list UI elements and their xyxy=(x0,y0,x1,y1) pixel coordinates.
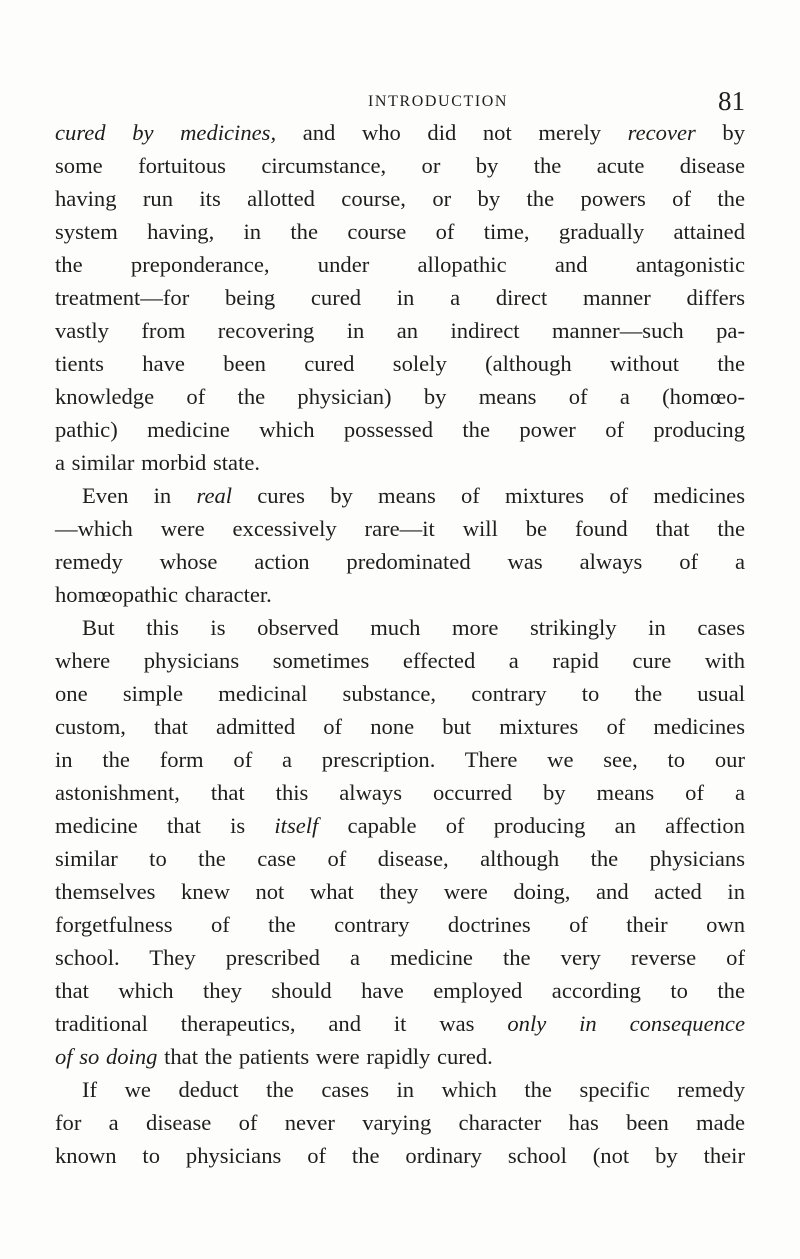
text-segment: But this is observed much more strikingly in cases xyxy=(82,615,745,641)
text-segment: by xyxy=(695,120,745,145)
text-line xyxy=(55,479,745,512)
text-segment: knowledge of the physician) by means of a (homœo- xyxy=(55,384,745,410)
text-line xyxy=(55,1040,745,1073)
text-line xyxy=(55,314,745,347)
text-segment: vastly from recovering in an indirect manner—such pa- xyxy=(55,318,745,344)
text-line xyxy=(55,908,745,941)
text-line xyxy=(55,644,745,677)
text-line xyxy=(55,743,745,776)
text-line xyxy=(55,413,745,446)
text-segment: one simple medicinal substance, contrary to the usual xyxy=(55,681,745,707)
text-line xyxy=(55,1139,745,1172)
text-segment: forgetfulness of the contrary doctrines of their own xyxy=(55,912,745,938)
body-text xyxy=(55,116,745,1173)
text-segment: a similar morbid state. xyxy=(55,450,261,476)
text-segment: for a disease of never varying character has been made xyxy=(55,1110,745,1136)
italic-text: of so doing xyxy=(55,1044,158,1070)
text-segment: Even in xyxy=(82,483,197,509)
text-line xyxy=(55,974,745,1007)
text-segment: known to physicians of the ordinary school (not by their xyxy=(55,1143,745,1169)
text-line xyxy=(55,1073,745,1106)
text-line xyxy=(55,380,745,413)
page-number: 81 xyxy=(718,86,745,116)
text-segment: that the patients were rapidly cured. xyxy=(157,1044,493,1070)
italic-text: recover xyxy=(627,120,696,145)
text-segment: in the form of a prescription. There we see, to our xyxy=(55,747,745,773)
text-segment: astonishment, that this always occurred by means of a xyxy=(55,780,745,806)
italic-text: itself xyxy=(274,813,319,839)
text-segment: homœopathic character. xyxy=(55,582,272,608)
text-segment: traditional therapeutics, and it was xyxy=(55,1011,508,1037)
text-line xyxy=(55,809,745,842)
text-segment: —which were excessively rare—it will be found that the xyxy=(55,516,745,542)
text-line xyxy=(55,347,745,380)
text-line xyxy=(55,941,745,974)
text-segment: that which they should have employed according to the xyxy=(55,978,745,1004)
text-line xyxy=(55,1106,745,1139)
text-line xyxy=(55,116,745,149)
text-line xyxy=(55,578,745,611)
text-line xyxy=(55,446,745,479)
text-segment: pathic) medicine which possessed the power of producing xyxy=(55,417,745,443)
text-segment: similar to the case of disease, although the physicians xyxy=(55,846,745,872)
text-segment: where physicians sometimes effected a rapid cure with xyxy=(55,648,745,674)
text-segment: the preponderance, under allopathic and antagonistic xyxy=(55,252,745,278)
text-segment: school. They prescribed a medicine the very reverse of xyxy=(55,945,745,971)
text-line xyxy=(55,1007,745,1040)
italic-text: cured by medicines, xyxy=(55,120,277,145)
text-line xyxy=(55,512,745,545)
text-segment: remedy whose action predominated was always of a xyxy=(55,549,745,575)
italic-text: only in consequence xyxy=(507,1011,745,1037)
text-segment: cures by means of mixtures of medicines xyxy=(232,483,745,509)
text-line xyxy=(55,281,745,314)
text-line xyxy=(55,182,745,215)
text-segment: system having, in the course of time, gradually attained xyxy=(55,219,745,245)
text-segment: having run its allotted course, or by the powers of the xyxy=(55,186,745,212)
text-line xyxy=(55,875,745,908)
text-segment: If we deduct the cases in which the specific remedy xyxy=(82,1077,745,1103)
text-line xyxy=(55,710,745,743)
text-line xyxy=(55,776,745,809)
text-line xyxy=(55,611,745,644)
text-line xyxy=(55,677,745,710)
text-line xyxy=(55,545,745,578)
text-line xyxy=(55,842,745,875)
text-segment: custom, that admitted of none but mixtures of medicines xyxy=(55,714,745,740)
text-segment: capable of producing an affection xyxy=(318,813,745,839)
text-line xyxy=(55,215,745,248)
running-title: INTRODUCTION xyxy=(368,93,509,110)
text-segment: some fortuitous circumstance, or by the acute disease xyxy=(55,153,745,179)
text-segment: medicine that is xyxy=(55,813,275,839)
text-segment: treatment—for being cured in a direct manner differs xyxy=(55,285,745,311)
text-line xyxy=(55,149,745,182)
text-line xyxy=(55,248,745,281)
text-segment: tients have been cured solely (although without the xyxy=(55,351,745,377)
italic-text: real xyxy=(196,483,233,509)
text-segment: themselves knew not what they were doing, and acted in xyxy=(55,879,745,905)
text-segment: and who did not merely xyxy=(276,120,628,145)
